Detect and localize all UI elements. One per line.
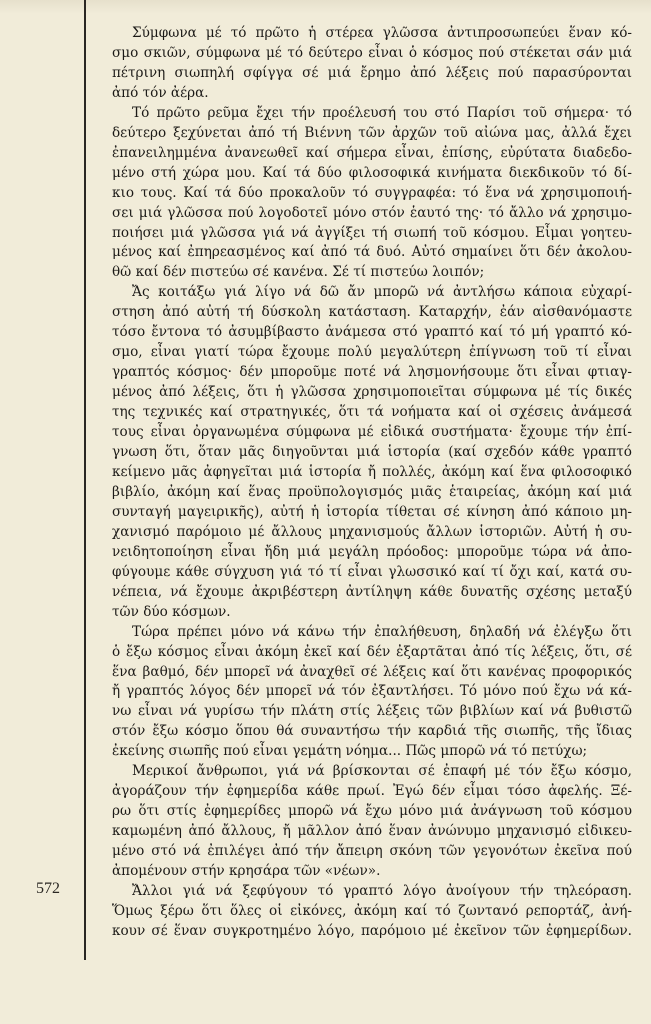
paragraph-4 (112, 623, 632, 763)
text-line: γραπτός κόσμος· δέν μποροῦμε ποτέ νά λησμονήσουμε ὅτι εἶναι φτιαγ- (112, 364, 632, 381)
text-line: ρω ὅτι στίς ἐφημερίδες μπορῶ νά ἔχω μόνο μιά ἀνάγνωση τοῦ κόσμου (112, 803, 632, 820)
page-number: 572 (36, 880, 60, 897)
body-text (112, 24, 632, 942)
text-line: σει μιά γλῶσσα πού λογοδοτεῖ μόνο στόν ἑαυτό της· τό ἄλλο νά χρησιμο- (112, 204, 632, 221)
text-line: Τό πρῶτο ρεῦμα ἔχει τήν προέλευσή του στό Παρίσι τοῦ σήμερα· τό (132, 104, 632, 121)
text-line: μένος καί ἐπηρεασμένος καί ἀπό τά δυό. Αὐτό σημαίνει ὅτι δέν ἀκολου- (112, 244, 632, 261)
margin-rule (84, 0, 86, 960)
text-line: στόν ἔξω κόσμο ὅπου θά συναντήσω τήν καρδιά τῆς σιωπῆς, τῆς ἴδιας (112, 723, 632, 740)
text-line: ποιήσει μιά γλῶσσα γιά νά ἀγγίξει τή σιωπή τοῦ κόσμου. Εἶμαι γοητευ- (112, 224, 632, 241)
text-line: Τώρα πρέπει μόνο νά κάνω τήν ἐπαλήθευση, δηλαδή νά ἐλέγξω ὅτι (132, 623, 632, 640)
text-line: τους εἶναι ὀργανωμένα σύμφωνα μέ εἰδικά συστήματα· ἔχουμε τήν ἐπί- (112, 424, 632, 441)
text-line: ἐκείνης σιωπῆς πού εἶναι γεμάτη νόημα... Πῶς μπορῶ νά τό πετύχω; (112, 743, 588, 760)
text-line: δεύτερο ξεχύνεται ἀπό τή Βιέννη τῶν ἀρχῶν τοῦ αἰώνα μας, ἀλλά ἔχει (112, 124, 632, 141)
text-line: πέτρινη σιωπηλή σφίγγα σέ μιά ἔρημο ἀπό λέξεις πού παρασύρονται (112, 64, 632, 81)
text-line: καμωμένη ἀπό ἄλλους, ἤ μᾶλλον ἀπό ἕναν ἀνώνυμο μηχανισμό εἰδικευ- (112, 823, 632, 840)
text-line: βιβλίο, ἀκόμη καί ἕνας προϋπολογισμός μιᾶς ἑταιρείας, ἀκόμη καί μιά (112, 483, 632, 500)
text-line: ὁ ἔξω κόσμος εἶναι ἀκόμη ἐκεῖ καί δέν ἐξαρτᾶται ἀπό τίς λέξεις, ὅτι, σέ (112, 643, 632, 660)
text-line: σμο σκιῶν, σύμφωνα μέ τό δεύτερο εἶναι ὁ κόσμος πού στέκεται σάν μιά (112, 44, 632, 61)
text-line: κιο τους. Καί τά δύο προκαλοῦν τό συγγραφέα: τό ἕνα νά χρησιμοποιή- (112, 184, 632, 201)
text-line: θῶ καί δέν πιστεύω σέ κανένα. Σέ τί πιστεύω λοιπόν; (112, 264, 485, 281)
text-line: νειδητοποίηση εἶναι ἤδη μιά μεγάλη πρόοδος: μποροῦμε τώρα νά ἀπο- (112, 543, 632, 560)
paragraph-2 (112, 104, 632, 284)
text-line: ἤ γραπτός λόγος δέν μπορεῖ νά τόν ἐξαντλήσει. Τό μόνο πού ἔχω νά κά- (112, 683, 632, 700)
text-line: χανισμό παρόμοιο μέ ἄλλους μηχανισμούς ἄλλων ἱστοριῶν. Αὐτή ἡ συ- (112, 523, 632, 540)
paragraph-1 (112, 24, 632, 104)
text-line: Ἄς κοιτάξω γιά λίγο νά δῶ ἄν μπορῶ νά ἀντλήσω κάποια εὐχαρί- (132, 284, 632, 301)
paragraph-6 (112, 882, 632, 942)
text-line: ἀγοράζουν τήν ἐφημερίδα κάθε πρωί. Ἐγώ δέν εἶμαι τόσο ἀφελής. Ξέ- (112, 783, 632, 800)
text-line: μένο στή χώρα μου. Καί τά δύο φιλοσοφικά κινήματα διεκδικοῦν τό δί- (112, 164, 632, 181)
paragraph-5 (112, 762, 632, 882)
text-line: μένο στό νά ἐπιλέγει ἀπό τήν ἄπειρη σκόνη τῶν γεγονότων ἐκεῖνα πού (112, 843, 632, 860)
text-line: τόσο ἔντονα τό ἀσυμβίβαστο ἀνάμεσα στό γραπτό καί τό μή γραπτό κό- (112, 324, 632, 341)
text-line: γνωση ὅτι, ὅταν μᾶς διηγοῦνται μιά ἱστορία (καί σχεδόν κάθε γραπτό (112, 444, 632, 461)
text-line: ἀπό τόν ἀέρα. (112, 84, 209, 101)
text-line: τῶν δύο κόσμων. (112, 603, 231, 620)
text-line: της τεχνικές καί στρατηγικές, ὅτι τά νοήματα καί οἱ σχέσεις ἀνάμεσά (112, 404, 632, 421)
text-line: Μερικοί ἄνθρωποι, γιά νά βρίσκονται σέ ἐπαφή μέ τόν ἔξω κόσμο, (132, 763, 632, 780)
text-line: νέπεια, νά ἔχουμε ἀκριβέστερη ἀντίληψη κάθε δυνατῆς σχέσης μεταξύ (112, 583, 632, 600)
text-line: κείμενο μᾶς ἀφηγεῖται μιά ἱστορία ἤ πολλές, ἀκόμη καί ἕνα φιλοσοφικό (112, 463, 632, 480)
text-line: Σύμφωνα μέ τό πρῶτο ἡ στέρεα γλῶσσα ἀντιπροσωπεύει ἕναν κό- (132, 25, 632, 41)
text-line: κουν σέ ἕναν συγκροτημένο λόγο, παρόμοιο μέ ἐκεῖνον τῶν ἐφημερίδων. (112, 922, 632, 939)
text-line: συνταγή μαγειρικῆς), αὐτή ἡ ἱστορία τίθεται σέ κίνηση ἀπό κάποιο μη- (112, 503, 632, 520)
text-line: στηση ἀπό αὐτή τή δύσκολη κατάσταση. Καταρχήν, ἐάν αἰσθανόμαστε (112, 304, 632, 321)
text-line: ἐπανειλημμένα ἀνανεωθεῖ καί σήμερα εἶναι, ἐπίσης, εὐρύτατα διαδεδο- (112, 144, 632, 161)
text-line: ἀπομένουν στήν κρησάρα τῶν «νέων». (112, 863, 381, 880)
text-line: ἕνα βαθμό, δέν μπορεῖ νά ἀναχθεῖ σέ λέξεις καί ὅτι κανένας προφορικός (112, 663, 632, 680)
text-line: νω εἶναι νά γυρίσω τήν πλάτη στίς λέξεις τῶν βιβλίων καί νά βυθιστῶ (112, 703, 632, 720)
page-top-shadow (0, 0, 651, 14)
text-line: σμο, εἶναι γιατί τώρα ἔχουμε πολύ μεγαλύτερη ἐπίγνωση τοῦ τί εἶναι (112, 344, 632, 361)
text-line: φύγουμε κάθε σύγχυση γιά τό τί εἶναι γλωσσικό καί τί ὄχι καί, κατά συ- (112, 563, 632, 580)
paragraph-3 (112, 283, 632, 622)
text-line: μένος ἀπό λέξεις, ὅτι ἡ γλῶσσα χρησιμοποιεῖται σύμφωνα μέ τίς δικές (112, 384, 632, 401)
text-line: Ὅμως ξέρω ὅτι ὅλες οἱ εἰκόνες, ἀκόμη καί τό ζωντανό ρεπορτάζ, ἀνή- (112, 902, 632, 919)
text-line: Ἄλλοι γιά νά ξεφύγουν τό γραπτό λόγο ἀνοίγουν τήν τηλεόραση. (132, 882, 632, 899)
